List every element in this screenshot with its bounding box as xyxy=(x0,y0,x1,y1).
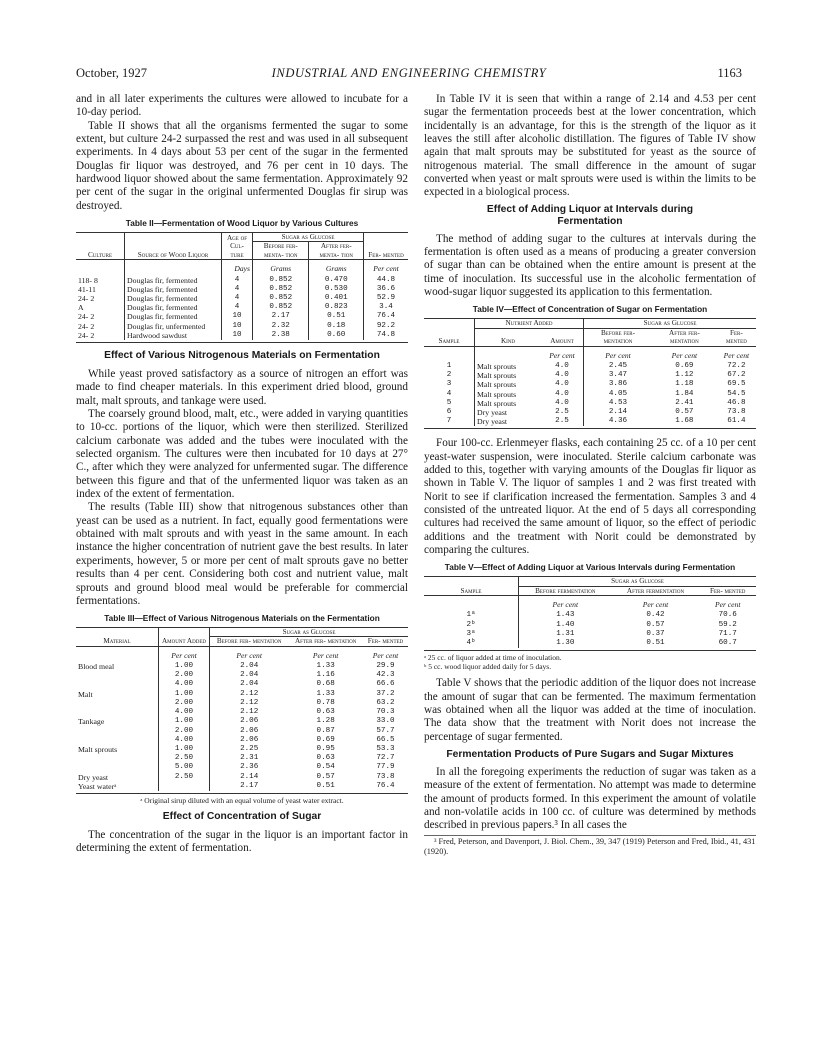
table-row xyxy=(424,390,756,399)
table-cell: 3 xyxy=(424,380,475,389)
table-cell: 2.38 xyxy=(253,331,309,340)
table-cell: Yeast waterᵃ xyxy=(76,782,159,791)
table-row xyxy=(76,671,408,680)
table-cell xyxy=(159,782,210,791)
table-cell: Blood meal xyxy=(76,662,159,671)
table-2 xyxy=(76,232,408,340)
paragraph: and in all later experiments the cultures were allowed to incubate for a 10-day period. xyxy=(76,93,408,119)
table-cell: 66.6 xyxy=(376,680,395,689)
table-cell xyxy=(76,754,159,763)
table-cell: 10 xyxy=(222,331,253,340)
table-cell xyxy=(76,736,159,745)
table-cell: 1.43 xyxy=(556,611,575,620)
table-cell: Dry yeast xyxy=(76,773,159,782)
table-cell: 24- 2 xyxy=(76,331,125,340)
table-cell: 3.86 xyxy=(608,380,628,389)
table-cell: 3ᵃ xyxy=(424,630,519,639)
table-cell: 1.00 xyxy=(159,662,210,671)
column-header: Kind xyxy=(475,328,542,346)
table-cell: Malt sprouts xyxy=(477,371,517,381)
table-cell: Tankage xyxy=(76,717,159,726)
table-cell xyxy=(76,671,159,680)
table-row xyxy=(76,763,408,772)
table-cell: 2.12 xyxy=(240,689,259,698)
table-row xyxy=(76,690,408,699)
table-cell: Dry yeast xyxy=(477,417,508,427)
table-cell: 2.45 xyxy=(608,361,628,370)
running-header xyxy=(76,66,742,82)
table-cell: 4.53 xyxy=(608,398,628,407)
table-cell: 2.14 xyxy=(608,407,628,416)
table-cell xyxy=(76,727,159,736)
table-cell: 3.47 xyxy=(608,371,628,380)
table-cell: 73.8 xyxy=(376,772,395,781)
table-cell: 4.00 xyxy=(159,736,210,745)
table-caption: Table V—Effect of Adding Liquor at Various Intervals during Fermentation xyxy=(444,562,736,573)
table-cell: 0.54 xyxy=(316,763,335,772)
table-cell: 2.17 xyxy=(240,781,259,790)
table-cell: 0.57 xyxy=(675,407,694,416)
table-cell: A xyxy=(76,303,125,312)
table-cell: 0.57 xyxy=(646,620,665,629)
column-group-header: Sugar as Glucose xyxy=(253,232,364,242)
table-cell: Malt sprouts xyxy=(477,398,517,408)
table-row xyxy=(76,276,408,285)
table-5 xyxy=(424,576,756,648)
table-cell: 2.17 xyxy=(253,312,309,321)
table-3 xyxy=(76,627,408,791)
table-cell: 4.00 xyxy=(159,680,210,689)
column-header: Before fer- mentation xyxy=(210,637,289,647)
table-cell: 10 xyxy=(222,322,253,331)
column-header: Sample xyxy=(424,576,519,595)
table-cell: 60.7 xyxy=(718,638,737,647)
table-cell: 1.00 xyxy=(159,745,210,754)
table-cell: 2.41 xyxy=(675,398,694,407)
table-cell: 1.00 xyxy=(159,690,210,699)
table-cell: 2.32 xyxy=(253,322,309,331)
page-footnote: ³ Fred, Peterson, and Davenport, J. Biol. Chem., 39, 347 (1919) Peterson and Fred, Ibid., 41, 431 (1920). xyxy=(424,836,756,856)
table-cell xyxy=(76,699,159,708)
table-cell: 69.5 xyxy=(727,380,746,389)
units-row: Days Grams Grams Per cent xyxy=(76,260,408,276)
column-header: Sample xyxy=(424,318,475,346)
paragraph: The concentration of the sugar in the liquor is an important factor in determining the extent of fermentation. xyxy=(76,828,408,855)
column-group-header: Sugar as Glucose xyxy=(210,627,409,637)
table-row xyxy=(424,371,756,380)
table-cell: 0.852 xyxy=(253,294,309,303)
table-cell: 2.50 xyxy=(159,754,210,763)
table-row xyxy=(76,699,408,708)
table-cell: 4 xyxy=(222,276,253,285)
table-cell: 66.5 xyxy=(376,735,395,744)
table-cell: 4.05 xyxy=(608,389,628,398)
table-row xyxy=(76,708,408,717)
units-row: Per cent Per cent Per cent xyxy=(424,596,756,612)
table-cell: 73.8 xyxy=(727,407,746,416)
table-row xyxy=(424,639,756,648)
table-cell: 1.68 xyxy=(675,417,694,426)
table-cell: 0.18 xyxy=(309,322,364,331)
column-header: Fer- mented xyxy=(717,328,756,346)
column-header: Amount Added xyxy=(159,627,210,646)
paragraph: Table II shows that all the organisms fermented the sugar to some extent, but culture 24-2 surpassed the rest and was used in all subsequent experiments. In 4 days about 53 per cent of the sugar in the fermented Douglas fir liquor was destroyed, and 76 per cent in 10 days. The hardwood liquor showed about the same fermentation. Approximately 92 per cent of the sugar in the original unfermented Douglas fir sirup was destroyed. xyxy=(76,119,408,212)
table-cell: 2.14 xyxy=(240,772,259,781)
table-cell: 1.18 xyxy=(675,380,694,389)
table-cell: 77.9 xyxy=(376,763,395,772)
table-cell: 2ᵇ xyxy=(424,621,519,630)
table-cell: 0.852 xyxy=(253,303,309,312)
column-header: After fer- mentation xyxy=(652,328,717,346)
table-cell xyxy=(76,708,159,717)
column-header: Material xyxy=(76,627,159,646)
table-row xyxy=(76,717,408,726)
table-cell: 76.4 xyxy=(376,781,395,790)
table-cell: 0.51 xyxy=(646,638,665,647)
table-cell: 4 xyxy=(222,285,253,294)
table-cell: 0.51 xyxy=(316,781,335,790)
table-cell: 1.12 xyxy=(675,371,694,380)
column-header: Source of Wood Liquor xyxy=(125,232,222,260)
table-cell: 57.7 xyxy=(376,726,395,735)
table-cell: Douglas fir, fermented xyxy=(125,303,222,312)
table-cell: 70.6 xyxy=(718,611,737,620)
paragraph: In Table IV it is seen that within a range of 2.14 and 4.53 per cent sugar the fermentation proceeds best at the lower concentration, which incidentally is an advantage, for this is the strength of the liquor as it leaves the still after alcoholic distillation. The figures of Table IV show again that malt sprouts may be substituted for yeast as the source of nitrogenous material. The small difference in the amount of sugar converted when yeast or malt sprouts were used is within the limits to be expected in a biological process. xyxy=(424,93,756,199)
table-cell: 4.00 xyxy=(159,708,210,717)
table-cell: 1.40 xyxy=(556,620,575,629)
table-cell: 4 xyxy=(222,294,253,303)
paragraph: While yeast proved satisfactory as a source of nitrogen an effort was made to find cheaper materials. In this experiment dried blood, ground malt, malt sprouts, and tankage were used. xyxy=(76,368,408,407)
table-cell: 1ᵃ xyxy=(424,611,519,620)
column-group-header: Sugar as Glucose xyxy=(584,318,757,328)
table-cell: 24- 2 xyxy=(76,322,125,331)
table-cell: 1.28 xyxy=(316,717,335,726)
table-cell: 0.37 xyxy=(646,629,665,638)
table-cell: 4.0 xyxy=(541,399,584,408)
table-cell: 1.16 xyxy=(316,671,335,680)
section-heading: Effect of Various Nitrogenous Materials on Fermentation xyxy=(104,350,380,361)
column-header: Before fermentation xyxy=(519,586,612,596)
table-cell: 0.401 xyxy=(309,294,364,303)
table-cell: 1.30 xyxy=(556,638,575,647)
table-cell: 29.9 xyxy=(376,662,395,671)
section-heading: Effect of Concentration of Sugar xyxy=(162,810,322,822)
table-cell: 0.852 xyxy=(253,285,309,294)
table-cell: 1 xyxy=(424,362,475,371)
table-footnote: ᵃ 25 cc. of liquor added at time of inoculation. xyxy=(424,650,756,662)
table-cell: 118- 8 xyxy=(76,276,125,285)
paragraph: In all the foregoing experiments the reduction of sugar was taken as a measure of the extent of fermentation. No attempt was made to determine the amount of products formed. In this experiment the amount of volatile and non-volatile acids in 100 cc. of culture was determined by methods described in previous papers.³ In all cases the xyxy=(424,765,756,832)
table-cell: 2.06 xyxy=(240,735,259,744)
table-cell: 46.8 xyxy=(727,398,746,407)
table-cell: 71.7 xyxy=(718,629,737,638)
table-cell: Douglas fir, fermented xyxy=(125,285,222,294)
column-group-header: Sugar as Glucose xyxy=(519,576,757,586)
table-footnote: ᵃ Original sirup diluted with an equal volume of yeast water extract. xyxy=(76,793,408,805)
table-footnote: ᵇ 5 cc. wood liquor added daily for 5 days. xyxy=(424,662,552,672)
table-cell: 5.00 xyxy=(159,763,210,772)
table-cell xyxy=(76,763,159,772)
table-cell: 63.2 xyxy=(376,698,395,707)
table-cell: Douglas fir, fermented xyxy=(125,312,222,321)
column-header: Fer- mented xyxy=(363,637,408,647)
table-cell: 4 xyxy=(222,303,253,312)
table-cell: 37.2 xyxy=(376,689,395,698)
table-caption: Table IV—Effect of Concentration of Sugar on Fermentation xyxy=(472,304,708,315)
table-cell: 4.0 xyxy=(541,390,584,399)
table-row xyxy=(424,362,756,371)
table-cell: 36.6 xyxy=(376,284,396,293)
table-cell: 0.63 xyxy=(316,708,335,717)
table-row xyxy=(424,611,756,620)
table-cell: 1.33 xyxy=(316,689,335,698)
table-cell: 52.9 xyxy=(376,293,396,302)
table-cell: 2.04 xyxy=(240,680,259,689)
section-heading: Effect of Adding Liquor at Intervals during Fermentation xyxy=(486,203,694,227)
table-cell: 3.4 xyxy=(379,303,393,312)
table-cell: 4.0 xyxy=(541,380,584,389)
table-row xyxy=(76,662,408,671)
table-cell: 2.04 xyxy=(240,671,259,680)
table-cell: 2.06 xyxy=(240,717,259,726)
table-row xyxy=(76,727,408,736)
table-cell: 2.12 xyxy=(240,698,259,707)
table-cell: 24- 2 xyxy=(76,294,125,303)
section-heading: Fermentation Products of Pure Sugars and Sugar Mixtures xyxy=(446,748,734,760)
table-cell: 53.3 xyxy=(376,744,395,753)
page-number: 1163 xyxy=(717,66,742,80)
table-row xyxy=(424,408,756,417)
table-cell: 42.3 xyxy=(376,671,395,680)
table-cell: 10 xyxy=(222,312,253,321)
table-cell: 2.00 xyxy=(159,671,210,680)
table-cell: 0.60 xyxy=(309,331,364,340)
left-column xyxy=(76,93,408,856)
column-header: Before fer- mentation xyxy=(584,328,652,346)
table-cell: 0.95 xyxy=(316,744,335,753)
table-row xyxy=(76,331,408,340)
column-header: Culture xyxy=(76,232,125,260)
table-cell: 2.00 xyxy=(159,727,210,736)
table-cell: 4.0 xyxy=(541,362,584,371)
table-cell: 61.4 xyxy=(727,417,746,426)
table-cell: 70.3 xyxy=(376,708,395,717)
table-cell: 4 xyxy=(424,390,475,399)
table-cell: 0.852 xyxy=(253,276,309,285)
table-cell: 44.8 xyxy=(376,275,396,284)
table-cell: 0.69 xyxy=(316,735,335,744)
table-cell: 72.7 xyxy=(376,754,395,763)
table-cell: Malt xyxy=(76,690,159,699)
paragraph: Four 100-cc. Erlenmeyer flasks, each containing 25 cc. of a 10 per cent yeast-water suspension, were inoculated. Sterile calcium carbonate was added to this, together with varying amounts of the Douglas fir liquor as shown in Table V. The liquor of samples 1 and 2 was first treated with Norit to see if clarification increased the fermentation. Samples 3 and 4 consisted of the untreated liquor. At the end of 5 days all corresponding cultures had received the same amount of liquor, so the effect of periodic additions and the treatment with Norit could be demonstrated by comparing the cultures. xyxy=(424,437,756,557)
column-header: Fer- mented xyxy=(364,232,409,260)
table-row xyxy=(76,322,408,331)
table-cell: 33.0 xyxy=(376,717,395,726)
table-row xyxy=(76,736,408,745)
table-cell: 4.36 xyxy=(608,417,628,426)
table-cell: 0.68 xyxy=(316,680,335,689)
units-row: Per cent Per cent Per cent Per cent xyxy=(424,346,756,362)
table-cell: 0.530 xyxy=(309,285,364,294)
table-row xyxy=(424,621,756,630)
table-cell: 2 xyxy=(424,371,475,380)
table-cell: 2.25 xyxy=(240,744,259,753)
table-cell: 2.5 xyxy=(541,408,584,417)
table-cell: 92.2 xyxy=(376,321,396,330)
table-row xyxy=(424,630,756,639)
column-header: Amount xyxy=(541,328,584,346)
table-cell: Douglas fir, unfermented xyxy=(125,322,222,331)
table-cell: Malt sprouts xyxy=(477,361,517,371)
paragraph: The results (Table III) show that nitrogenous substances other than yeast can be used as a nutrient. In fact, equally good fermentations were obtained with malt sprouts and with yeast in the same amount. In each instance the higher concentration of nutrient gave the best results. In later experiments, however, 5 or more per cent of malt sprouts gave no better results than 4 per cent. Considering both cost and nutrient value, malt sprouts and ground blood meal would be preferable for commercial fermentations. xyxy=(76,501,408,607)
table-row xyxy=(76,773,408,782)
table-caption: Table II—Fermentation of Wood Liquor by Various Cultures xyxy=(125,218,359,229)
table-caption: Table III—Effect of Various Nitrogenous Materials on the Fermentation xyxy=(104,613,380,624)
table-cell: 74.8 xyxy=(376,330,396,339)
table-row xyxy=(76,312,408,321)
column-group-header: Nutrient Added xyxy=(475,318,584,328)
table-cell: 5 xyxy=(424,399,475,408)
table-cell: 0.470 xyxy=(309,276,364,285)
table-cell: 2.36 xyxy=(240,763,259,772)
table-row xyxy=(76,754,408,763)
column-header: After fermentation xyxy=(612,586,700,596)
paragraph: Table V shows that the periodic addition of the liquor does not increase the amount of sugar that can be fermented. The maximum fermentation was obtained when all the liquor was added at the time of inoculation. The data show that the treatment with Norit does not increase the percentage of sugar fermented. xyxy=(424,677,756,743)
table-row xyxy=(424,380,756,389)
table-row xyxy=(76,782,408,791)
column-header: After fer- menta- tion xyxy=(309,242,364,260)
table-cell: Hardwood sawdust xyxy=(125,331,222,340)
table-row xyxy=(76,285,408,294)
column-header: Age of Cul- ture xyxy=(222,232,253,260)
column-header: Before fer- menta- tion xyxy=(253,242,309,260)
table-cell: 6 xyxy=(424,408,475,417)
table-cell: 2.04 xyxy=(240,662,259,671)
table-cell: 2.31 xyxy=(240,754,259,763)
table-cell: 0.42 xyxy=(646,611,665,620)
table-cell: 67.2 xyxy=(727,371,746,380)
table-cell: 59.2 xyxy=(718,620,737,629)
table-cell: 2.12 xyxy=(240,708,259,717)
table-row xyxy=(76,745,408,754)
table-cell: 0.87 xyxy=(316,726,335,735)
table-cell: Malt sprouts xyxy=(477,380,517,390)
table-cell: 76.4 xyxy=(376,312,396,321)
table-cell: 54.5 xyxy=(727,389,746,398)
table-row xyxy=(424,417,756,426)
right-column xyxy=(424,93,756,857)
table-row xyxy=(76,680,408,689)
table-cell: 0.69 xyxy=(675,361,694,370)
table-cell: 2.00 xyxy=(159,699,210,708)
table-cell: 1.31 xyxy=(556,629,575,638)
table-cell: 0.823 xyxy=(309,303,364,312)
paragraph: The method of adding sugar to the cultures at intervals during the fermentation is often used as a means of producing a greater conversion of sugar than can be obtained when the entire amount is present at the time of inoculation. Its successful use in the alcoholic fermentation of wood-sugar liquor suggested its application to this fermentation. xyxy=(424,232,756,299)
table-cell: 0.63 xyxy=(316,754,335,763)
table-cell xyxy=(76,680,159,689)
table-cell: 0.57 xyxy=(316,772,335,781)
table-cell: Douglas fir, fermented xyxy=(125,294,222,303)
table-cell: 0.51 xyxy=(309,312,364,321)
table-cell: 0.78 xyxy=(316,698,335,707)
table-row xyxy=(76,303,408,312)
table-cell: 2.50 xyxy=(159,773,210,782)
journal-title: INDUSTRIAL AND ENGINEERING CHEMISTRY xyxy=(271,66,547,80)
table-cell: 2.5 xyxy=(541,417,584,426)
column-header: After fer- mentation xyxy=(288,637,363,647)
table-row xyxy=(424,399,756,408)
table-cell: 72.2 xyxy=(727,361,746,370)
table-4 xyxy=(424,318,756,426)
table-cell: Malt sprouts xyxy=(76,745,159,754)
column-header: Fer- mented xyxy=(699,586,756,596)
table-cell: 1.00 xyxy=(159,717,210,726)
table-cell: Dry yeast xyxy=(477,407,508,417)
table-cell: Douglas fir, fermented xyxy=(125,276,222,285)
table-cell: 4.0 xyxy=(541,371,584,380)
table-cell: 2.06 xyxy=(240,726,259,735)
table-row xyxy=(76,294,408,303)
table-cell: Malt sprouts xyxy=(477,389,517,399)
table-cell: 41-11 xyxy=(76,285,125,294)
issue-date: October, 1927 xyxy=(76,66,148,80)
table-cell: 7 xyxy=(424,417,475,426)
paragraph: The coarsely ground blood, malt, etc., were added in varying quantities to 10-cc. portions of the liquor, which were then sterilized. Sterilized calcium carbonate was added and the tubes were inoculated with the selected organism. The cultures were then incubated for 10 days at 27° C., after which they were analyzed for unfermented sugar. The difference between this figure and that of the unfermented liquor was taken as an index of the extent of fermentation. xyxy=(76,408,408,501)
table-cell: 1.84 xyxy=(675,389,694,398)
table-cell: 24- 2 xyxy=(76,312,125,321)
table-cell: 4ᵇ xyxy=(424,639,519,648)
units-row: Per cent Per cent Per cent Per cent xyxy=(76,646,408,662)
table-cell: 1.33 xyxy=(316,662,335,671)
